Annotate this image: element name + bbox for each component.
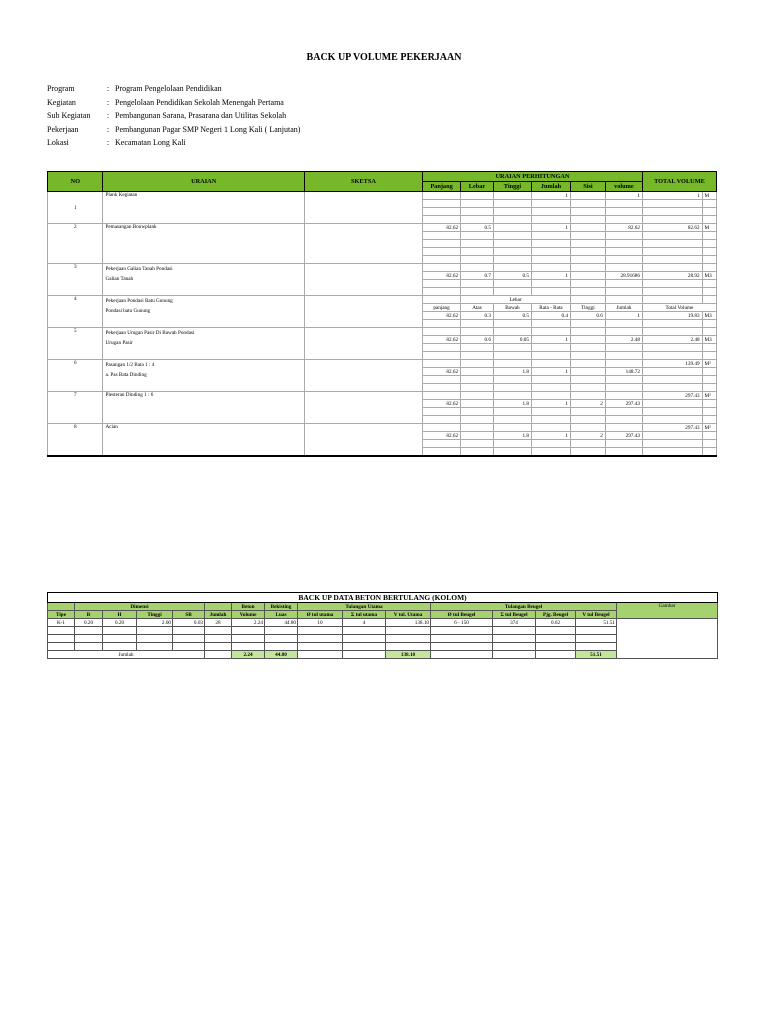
cell-tinggi: 0.6 (570, 312, 605, 320)
header-lebar: Lebar (461, 182, 494, 192)
item-line1: Pekerjaan Galian Tanah Pondasi (105, 266, 173, 272)
cell-lebar (461, 368, 494, 376)
label-jumlah: Jumlah (605, 304, 642, 312)
info-sep: : (106, 111, 110, 120)
info-label: Kegiatan (47, 97, 76, 107)
cell-bawah: 0.5 (493, 312, 531, 320)
item-uraian (103, 192, 304, 224)
header-tinggi: Tinggi (493, 182, 531, 192)
cell-tb3: 0.62 (536, 619, 576, 627)
cell-volume: 28.91686 (605, 272, 642, 280)
item-uraian (103, 424, 304, 457)
item-line1: Pekerjaan Urugan Pasir Di Bawah Pondasi (105, 330, 195, 336)
info-sep: : (106, 124, 110, 134)
header-perhitungan: URAIAN PERHITUNGAN (423, 172, 643, 182)
cell-panjang: 82.62 (423, 312, 461, 320)
table-row (48, 192, 717, 200)
header-tu2: Σ tul utama (343, 611, 386, 619)
cell-panjang: 82.62 (423, 400, 461, 408)
item-no: 2 (48, 224, 103, 264)
header-volume: Volume (232, 611, 265, 619)
cell-unit: M² (702, 392, 716, 400)
header-tu3: V tul. Utama (386, 611, 431, 619)
cell-tu1: 10 (298, 619, 343, 627)
item-sketsa (304, 264, 422, 296)
header-sketsa: SKETSA (304, 172, 422, 192)
table-row (48, 264, 717, 272)
cell-tinggi: 0.5 (493, 272, 531, 280)
header-gambar: Gambar (617, 603, 718, 619)
label-total-volume: Total Volume (642, 304, 716, 312)
total-luas: 44.80 (265, 651, 298, 659)
cell-lebar (461, 192, 494, 200)
cell-total: 297.43 (642, 392, 702, 400)
label-bawah: Bawah (493, 304, 531, 312)
label-atas: Atas (461, 304, 494, 312)
header-tulangan-beugel: Tulangan Beugel (431, 603, 617, 611)
total-tb4: 51.51 (576, 651, 617, 659)
cell-tinggi: 1.8 (493, 432, 531, 440)
info-label: Lokasi (47, 138, 69, 147)
cell-unit: M3 (702, 272, 716, 280)
item-no: 5 (48, 328, 103, 360)
info-value: Program Pengelolaan Pendidikan (115, 84, 222, 93)
header-jumlah: Jumlah (205, 611, 232, 619)
info-sep: : (106, 84, 110, 93)
info-sep: : (106, 97, 110, 107)
info-label: Program (47, 84, 75, 93)
info-row-sub-kegiatan (47, 109, 300, 123)
info-row-lokasi (47, 136, 300, 150)
item-line1: Pemasangan Bouwplank (105, 224, 157, 230)
header-tulangan-utama: Tulangan Utama (298, 603, 431, 611)
cell-sb: 0.03 (173, 619, 205, 627)
cell-jumlah: 1 (531, 336, 570, 344)
info-sep: : (106, 138, 110, 147)
cell-unit: M² (702, 360, 716, 368)
cell-volume: 148.72 (605, 368, 642, 376)
header-volume: volume (605, 182, 642, 192)
cell-jumlah: 1 (531, 224, 570, 232)
volume-table (47, 171, 717, 457)
info-label: Pekerjaan (47, 124, 79, 134)
item-line1: Plesteran Dinding 1 : 6 (105, 392, 154, 398)
cell-jumlah: 1 (531, 432, 570, 440)
item-line2: a. Pas Bata Dinding (105, 372, 147, 378)
info-row-pekerjaan (47, 123, 300, 137)
cell-tb2: 374 (493, 619, 536, 627)
cell-volume: 297.43 (605, 400, 642, 408)
header-panjang: Panjang (423, 182, 461, 192)
table-row (48, 224, 717, 232)
cell-unit: M (702, 192, 716, 200)
header-bekisting: Bekisting (265, 603, 298, 611)
cell-unit: M² (702, 424, 716, 432)
info-label: Sub Kegiatan (47, 111, 91, 120)
cell-sisi (570, 192, 605, 200)
table-row (48, 619, 718, 627)
total-tu3: 138.10 (386, 651, 431, 659)
cell-tu3: 138.10 (386, 619, 431, 627)
item-no: 8 (48, 424, 103, 457)
cell-lebar: 0.5 (461, 224, 494, 232)
item-line2: Pondasi batu Gunung (105, 308, 151, 314)
cell-luas: 44.80 (265, 619, 298, 627)
item-sketsa (304, 392, 422, 424)
header-tb3: Pjg. Beugel (536, 611, 576, 619)
cell-total: 28.92 (642, 272, 702, 280)
item-sketsa (304, 224, 422, 264)
header-sisi: Sisi (570, 182, 605, 192)
item-sketsa (304, 424, 422, 457)
item-uraian (103, 296, 304, 328)
total-label: Jumlah (48, 651, 205, 659)
cell-lebar (461, 432, 494, 440)
info-row-kegiatan (47, 96, 300, 110)
cell-jumlah: 1 (531, 368, 570, 376)
cell-sisi (570, 272, 605, 280)
cell-unit: M3 (702, 312, 716, 320)
cell-unit: M3 (702, 336, 716, 344)
total-volume: 2.24 (232, 651, 265, 659)
cell-tinggi (493, 192, 531, 200)
gambar-area (617, 619, 718, 659)
cell-tinggi: 1.8 (493, 368, 531, 376)
cell-jumlah: 28 (205, 619, 232, 627)
header-tb2: Σ tul Beugel (493, 611, 536, 619)
item-uraian (103, 264, 304, 296)
item-uraian (103, 392, 304, 424)
header-tu1: Ø tul utama (298, 611, 343, 619)
item-line2: Galian Tanah (105, 276, 134, 282)
cell-lebar: 0.7 (461, 272, 494, 280)
cell-b: 0.20 (75, 619, 103, 627)
info-row-program (47, 82, 300, 96)
item-line1: Acian (105, 424, 118, 430)
cell-atas: 0.3 (461, 312, 494, 320)
cell-volume: 1 (605, 192, 642, 200)
item-no: 1 (48, 192, 103, 224)
item-uraian (103, 360, 304, 392)
cell-jumlah: 1 (531, 192, 570, 200)
header-beton: Beton (232, 603, 265, 611)
cell-tinggi (493, 224, 531, 232)
header-h: H (103, 611, 137, 619)
cell-total: 297.43 (642, 424, 702, 432)
cell-tb4: 51.51 (576, 619, 617, 627)
header-luas: Luas (265, 611, 298, 619)
header-jumlah: Jumlah (531, 182, 570, 192)
item-no: 7 (48, 392, 103, 424)
info-value: Pembangunan Pagar SMP Negeri 1 Long Kali ( Lanjutan) (115, 124, 301, 134)
header-uraian: URAIAN (103, 172, 304, 192)
cell-panjang (423, 192, 461, 200)
item-line1: Plank Kegiatan (105, 192, 138, 198)
info-value: Kecamatan Long Kali (115, 138, 186, 147)
header-b: B (75, 611, 103, 619)
header-tipe: Tipe (48, 611, 75, 619)
cell-volume: 82.62 (605, 224, 642, 232)
item-sketsa (304, 328, 422, 360)
item-uraian (103, 224, 304, 264)
header-sb: SB (173, 611, 205, 619)
project-info (47, 82, 300, 150)
info-value: Pengelolaan Pendidikan Sekolah Menengah Pertama (115, 97, 284, 107)
cell-total: 1 (642, 192, 702, 200)
item-sketsa (304, 360, 422, 392)
cell-tb1: 6 - 150 (431, 619, 493, 627)
cell-panjang: 82.62 (423, 224, 461, 232)
cell-jumlah: 1 (531, 272, 570, 280)
header-tb1: Ø tul Beugel (431, 611, 493, 619)
header-tb4: V tul Beugel (576, 611, 617, 619)
label-panjang: panjang (423, 304, 461, 312)
cell-lebar: 0.6 (461, 336, 494, 344)
cell-jumlah: 1 (531, 400, 570, 408)
cell-tipe: K-1 (48, 619, 75, 627)
cell-rata-rata: 0.4 (531, 312, 570, 320)
cell-sisi (570, 368, 605, 376)
page-title: BACK UP VOLUME PEKERJAAN (306, 52, 462, 63)
cell-panjang: 82.62 (423, 272, 461, 280)
cell-h: 0.20 (103, 619, 137, 627)
cell-sisi: 2 (570, 400, 605, 408)
item-no: 3 (48, 264, 103, 296)
cell-tinggi: 2.00 (137, 619, 173, 627)
cell-sisi (570, 336, 605, 344)
beton-table (47, 592, 718, 659)
item-sketsa (304, 192, 422, 224)
table-row (48, 296, 717, 304)
cell-panjang: 82.62 (423, 432, 461, 440)
cell-jumlah: 1 (605, 312, 642, 320)
info-value: Pembangunan Sarana, Prasarana dan Utilitas Sekolah (115, 111, 287, 120)
table-row (48, 360, 717, 368)
cell-total: 2.48 (642, 336, 702, 344)
label-tinggi: Tinggi (570, 304, 605, 312)
item-sketsa (304, 296, 422, 328)
beton-title: BACK UP DATA BETON BERTULANG (KOLOM) (48, 593, 718, 603)
cell-volume: 297.43 (605, 432, 642, 440)
table-row (48, 328, 717, 336)
cell-tinggi: 1.8 (493, 400, 531, 408)
cell-panjang: 82.62 (423, 336, 461, 344)
header-tinggi: Tinggi (137, 611, 173, 619)
cell-volume: 2.24 (232, 619, 265, 627)
label-lebar: Lebar (461, 296, 571, 304)
item-line1: Pekerjaan Pondasi Batu Gunung (105, 298, 173, 304)
cell-total: 82.62 (642, 224, 702, 232)
cell-sisi (570, 224, 605, 232)
item-no: 4 (48, 296, 103, 328)
header-total-volume: TOTAL VOLUME (642, 172, 716, 192)
item-no: 6 (48, 360, 103, 392)
cell-total: 139.49 (642, 360, 702, 368)
cell-sisi: 2 (570, 432, 605, 440)
table-row (48, 424, 717, 432)
item-line1: Pasangan 1/2 Bata 1 : 4 (105, 362, 155, 368)
cell-panjang: 82.62 (423, 368, 461, 376)
cell-unit: M (702, 224, 716, 232)
item-uraian (103, 328, 304, 360)
header-dimensi: Dimensi (75, 603, 205, 611)
header-no: NO (48, 172, 103, 192)
item-line2: Urugan Pasir (105, 340, 133, 346)
label-rata-rata: Rata - Rata (531, 304, 570, 312)
cell-lebar (461, 400, 494, 408)
cell-volume: 2.48 (605, 336, 642, 344)
cell-tinggi: 0.05 (493, 336, 531, 344)
cell-tu2: 4 (343, 619, 386, 627)
cell-total: 19.83 (642, 312, 702, 320)
table-row (48, 392, 717, 400)
